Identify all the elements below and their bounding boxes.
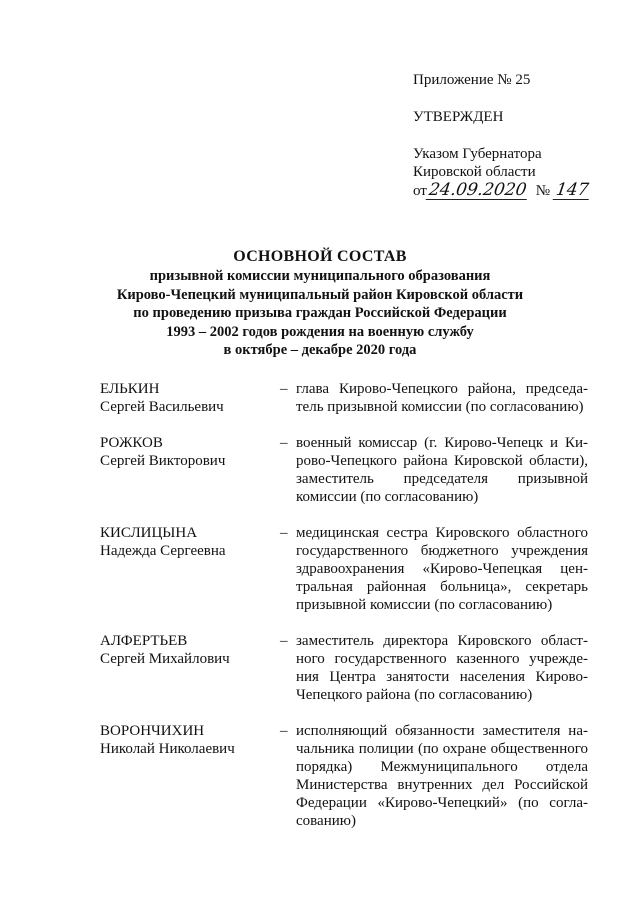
members-list (100, 380, 588, 830)
number-prefix: № (535, 183, 551, 199)
member-entry (100, 524, 588, 614)
handwritten-date: 24.09.2020 (427, 180, 528, 200)
appendix-label: Приложение № 25 (413, 72, 531, 88)
member-name (100, 434, 280, 506)
member-role: исполняющий обязанности заместителя начальника полиции (по охране общественного порядка) Межмуниципального отдела Министерства внутренних дел Российской Федерации «Кирово-Чепецкий» (по согласованию) (296, 723, 588, 829)
approved-label: УТВЕРЖДЕН (413, 109, 504, 125)
member-role: военный комиссар (г. Кирово-Чепецк и Кирово-Чепецкого района Кировской области), заместитель председателя призывной комиссии (по согласованию) (296, 435, 588, 505)
title-line-4: 1993 – 2002 годов рождения на военную службу (166, 323, 474, 340)
member-role: медицинская сестра Кировского областного государственного бюджетного учреждения здравоохранения «Кирово-Чепецкая центральная районная больница», секретарь призывной комиссии (по согласованию) (296, 525, 588, 613)
approval-block (413, 71, 613, 200)
dash: – (280, 723, 288, 739)
title-line-5: в октябре – декабре 2020 года (223, 342, 417, 358)
member-entry (100, 722, 588, 830)
member-name (100, 632, 280, 704)
member-name (100, 380, 280, 416)
member-surname: АЛФЕРТЬЕВ (100, 633, 188, 649)
title-line-3: по проведению призыва граждан Российской Федерации (133, 305, 507, 321)
member-name (100, 524, 280, 614)
dash: – (280, 381, 288, 397)
decree-line-1: Указом Губернатора (413, 146, 542, 162)
member-name (100, 722, 280, 830)
member-given-name: Сергей Михайлович (100, 651, 230, 667)
decree-line-2: Кировской области (413, 164, 536, 180)
member-given-name: Сергей Васильевич (100, 399, 224, 415)
handwritten-number: 147 (554, 180, 590, 200)
dash: – (280, 525, 288, 541)
member-surname: ВОРОНЧИХИН (100, 723, 205, 739)
document-title (0, 247, 640, 360)
date-prefix: от (413, 183, 427, 199)
member-given-name: Николай Николаевич (100, 741, 235, 757)
member-role: глава Кирово-Чепецкого района, председатель призывной комиссии (по согласованию) (296, 381, 588, 415)
dash: – (280, 435, 288, 451)
title-main: ОСНОВНОЙ СОСТАВ (233, 248, 407, 265)
title-line-1: призывной комиссии муниципального образования (149, 268, 491, 284)
member-surname: ЕЛЬКИН (100, 381, 160, 397)
decree-date-line (413, 181, 613, 200)
member-given-name: Сергей Викторович (100, 453, 226, 469)
member-entry (100, 632, 588, 704)
title-line-2: Кирово-Чепецкий муниципальный район Кировской области (116, 286, 524, 303)
member-entry (100, 380, 588, 416)
member-given-name: Надежда Сергеевна (100, 543, 226, 559)
dash: – (280, 633, 288, 649)
member-surname: КИСЛИЦЫНА (100, 525, 198, 541)
member-role: заместитель директора Кировского областного государственного казенного учреждения Центра занятости населения Кирово-Чепецкого района (по согласованию) (296, 633, 588, 703)
member-surname: РОЖКОВ (100, 435, 163, 451)
member-entry (100, 434, 588, 506)
